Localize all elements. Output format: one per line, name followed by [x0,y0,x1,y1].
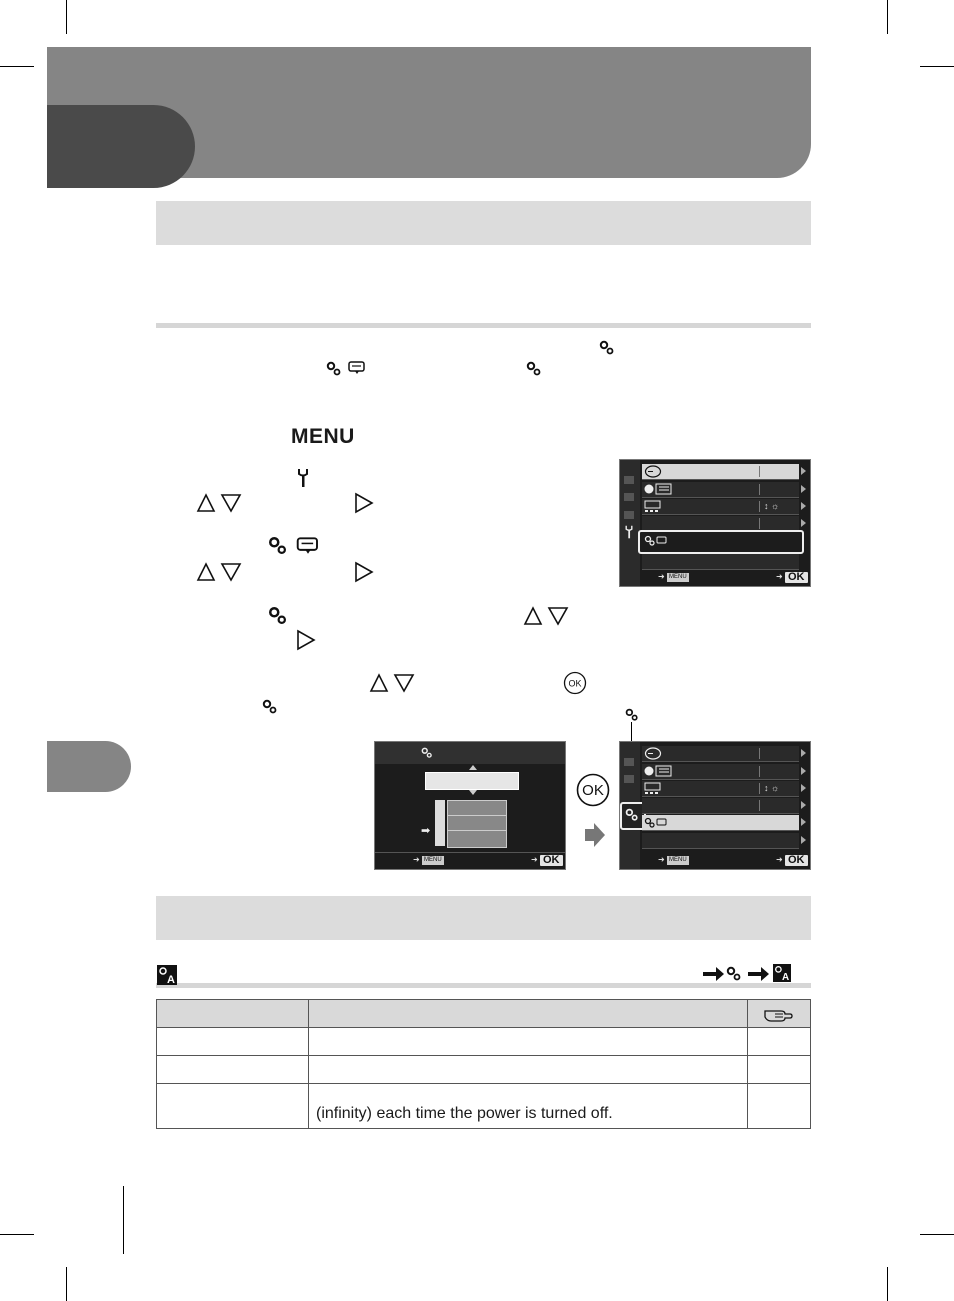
menu-display-screen: ➡ ➜ MENU ➜ OK [374,741,566,870]
menu-row-blank [642,798,799,814]
menu-row-blank [642,833,799,849]
up-down-arrow-icons [196,562,244,582]
menu-row-monitor: ↕ ☼ [642,781,799,797]
ok-badge: OK [785,572,808,583]
menu-icon-column [435,800,445,846]
wrench-icon [297,468,309,488]
highlight-frame [638,530,804,554]
chapter-tab [47,105,195,188]
crop-mark [66,1267,67,1301]
table-cell-text: (infinity) each time the power is turned off. [316,1105,613,1122]
hand-pointer-icon [763,1005,793,1023]
gear-icon [268,606,288,626]
crop-mark [920,66,954,67]
custom-menu-icon [347,361,367,375]
svg-text:A: A [782,972,790,982]
ok-button-small-label: OK [568,678,582,689]
section-title-bar [156,896,811,940]
right-arrow-icon [296,629,316,651]
gear-icon [599,340,615,356]
ok-button-label: OK [582,782,604,799]
gear-a-icon [773,964,791,982]
menu-row-language [642,764,799,780]
gear-icon [326,361,342,377]
table-row-divider [157,1055,810,1056]
gear-icon [268,536,288,556]
menu-badge: MENU [669,574,687,580]
menu-badge: MENU [424,857,442,863]
gutter-line [123,1186,124,1254]
menu-badge: MENU [669,857,687,863]
crop-mark [887,1267,888,1301]
up-down-arrow-icons [369,673,417,693]
menu-row-monitor: ↕ ☼ [642,499,799,515]
menu-row-clock [642,464,799,480]
table-row-divider [157,1083,810,1084]
selected-option [425,772,519,790]
section-rule [156,323,811,328]
right-arrow-icon [354,561,374,583]
custom-menu-icon [644,535,668,547]
up-down-arrow-icons [196,493,244,513]
camera-setup-screen: ↕ ☼ MENU ➜ ➜ OK [619,459,811,587]
pointer-arrow-icon: ➡ [421,825,431,837]
svg-text:A: A [167,974,175,985]
ok-button-icon [576,773,610,807]
menu-row-blank [642,554,799,570]
section-title-bar [156,201,811,245]
next-arrow-icon [584,822,606,848]
gear-icon [421,747,433,759]
gear-icon [625,708,639,722]
ok-badge: OK [540,855,563,866]
menu-row-clock [642,746,799,762]
custom-menu-icon [295,537,321,555]
settings-table [156,999,811,1129]
screen-tab-column [620,460,640,586]
ok-button-icon [563,671,587,695]
gear-icon [262,699,278,715]
wrench-icon [624,525,634,539]
gear-icon [625,808,639,822]
gear-icon [526,361,542,377]
menu-row-custom-menu [642,815,799,831]
crop-mark [920,1234,954,1235]
crop-mark [0,66,34,67]
table-header-row [157,1000,810,1028]
menu-button-label: MENU [291,425,355,448]
menu-row-language [642,482,799,498]
side-tab [47,741,131,792]
gear-a-icon [157,965,177,985]
right-arrow-icon [354,492,374,514]
up-down-arrow-icons [523,606,571,626]
crop-mark [887,0,888,34]
crop-mark [66,0,67,34]
menu-option-list [447,800,507,848]
camera-result-screen: ↕ ☼ ➜ MENU ➜ OK [619,741,811,870]
crop-mark [0,1234,34,1235]
ok-badge: OK [785,855,808,866]
